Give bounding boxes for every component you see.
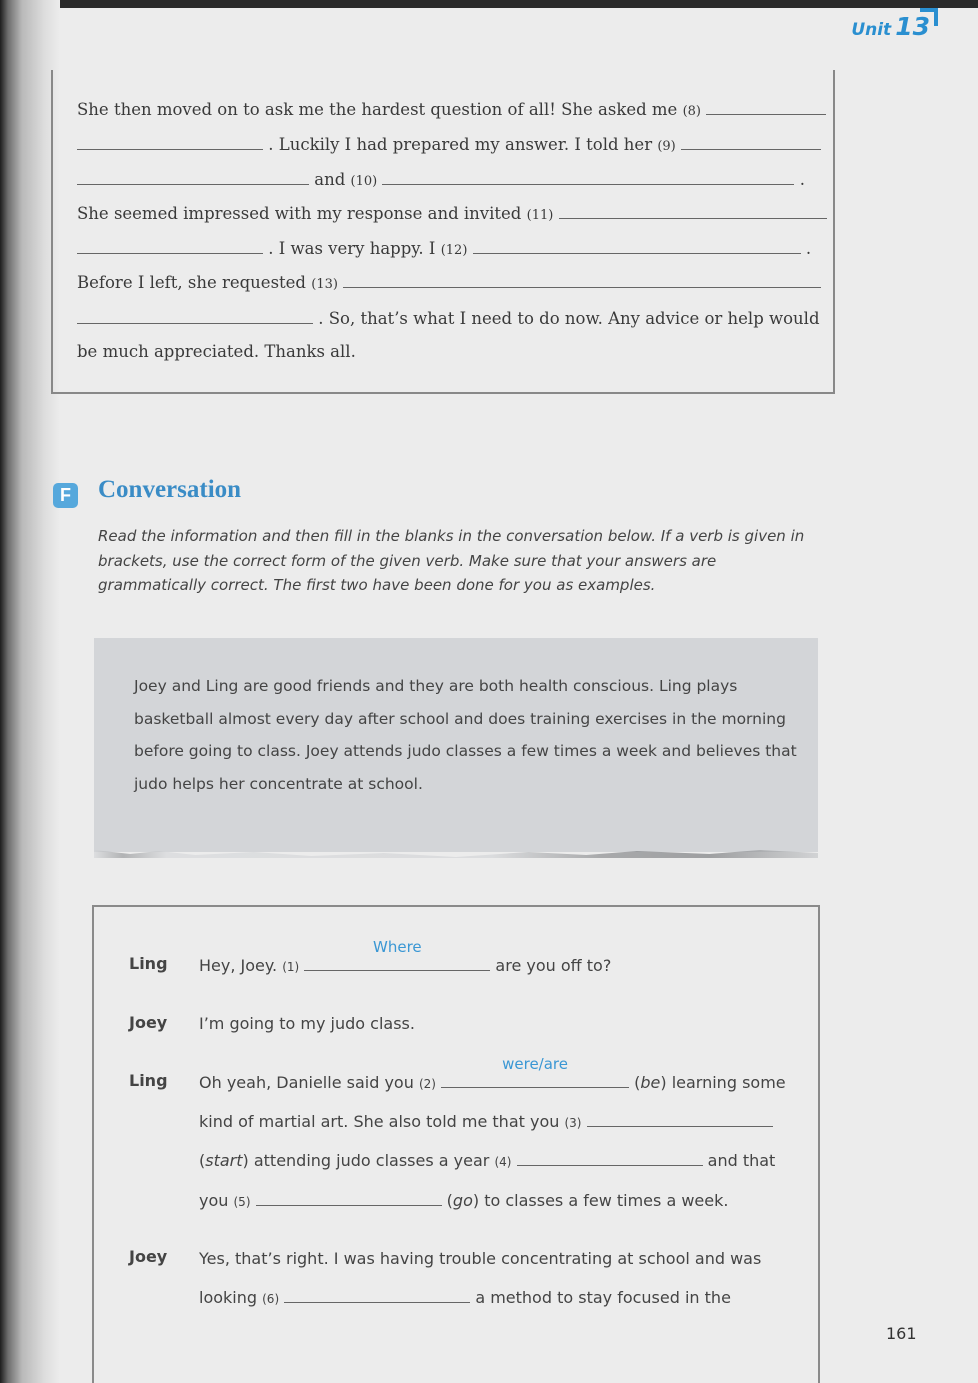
blank-number-6: (6) xyxy=(262,1292,280,1306)
dialogue-text: kind of martial art. She also told me that you xyxy=(199,1112,560,1131)
blank-1[interactable] xyxy=(304,938,490,975)
dialogue-text: to classes a few times a week. xyxy=(484,1191,729,1210)
story-text: . So, that’s what I need to do now. Any advice or help would xyxy=(318,309,820,328)
story-text: . Luckily I had prepared my answer. I told her xyxy=(268,135,653,154)
verb-hint: be xyxy=(640,1073,661,1092)
unit-word: Unit xyxy=(851,20,892,40)
blank-11-start[interactable] xyxy=(559,217,827,219)
info-box-text: Joey and Ling are good friends and they are both health conscious. Ling plays basketball almost every day after school and does training exercises in the morning before going to class. Joey attends judo classes a few times a week and believes that judo helps her concentrate at school. xyxy=(134,677,797,793)
blank-8-end[interactable] xyxy=(77,148,263,150)
story-text: be much appreciated. Thanks all. xyxy=(77,342,356,361)
story-line-3 xyxy=(77,170,812,189)
story-line-6 xyxy=(77,273,812,292)
answer-text: were/are xyxy=(502,1055,568,1073)
dialogue-text: are you off to? xyxy=(495,956,612,975)
story-line-8 xyxy=(77,342,812,361)
blank-9-end[interactable] xyxy=(77,183,309,185)
story-text: Before I left, she requested xyxy=(77,273,306,292)
dialogue-text: I’m going to my judo class. xyxy=(199,1014,415,1033)
conversation-line: you (5) (go) to classes a few times a week. xyxy=(199,1191,729,1210)
unit-label xyxy=(851,12,930,41)
story-text: and xyxy=(314,170,346,189)
unit-number: 13 xyxy=(895,12,930,41)
conversation-box xyxy=(92,905,820,1383)
scan-top-edge xyxy=(0,0,978,8)
conversation-line xyxy=(199,1014,415,1033)
story-line-5 xyxy=(77,239,812,258)
section-badge: F xyxy=(53,483,78,508)
blank-number-13: (13) xyxy=(311,277,338,292)
blank-line xyxy=(441,1086,629,1088)
blank-number-10: (10) xyxy=(350,174,378,189)
blank-3[interactable] xyxy=(587,1125,773,1127)
dialogue-text: Oh yeah, Danielle said you xyxy=(199,1073,414,1092)
blank-number-12: (12) xyxy=(440,243,468,258)
dialogue-text: you xyxy=(199,1191,229,1210)
conversation-line xyxy=(199,1249,761,1268)
story-text: . I was very happy. I xyxy=(268,239,436,258)
blank-number-8: (8) xyxy=(682,104,701,119)
dialogue-text: Hey, Joey. xyxy=(199,956,278,975)
section-instructions: Read the information and then fill in the blanks in the conversation below. If a verb is given in brackets, use the correct form of the given verb. Make sure that your answers are grammatically correct. The first two have been done for you as examples. xyxy=(98,527,805,594)
speaker-label: Joey xyxy=(129,1013,168,1032)
blank-number-5: (5) xyxy=(233,1195,251,1209)
story-text: She then moved on to ask me the hardest question of all! She asked me xyxy=(77,100,678,119)
dialogue-text: learning some xyxy=(671,1073,786,1092)
story-text: . xyxy=(805,239,812,258)
blank-11-end[interactable] xyxy=(77,252,263,254)
blank-13-start[interactable] xyxy=(343,286,821,288)
blank-number-9: (9) xyxy=(657,139,676,154)
blank-8-start[interactable] xyxy=(706,113,826,115)
unit-corner-mark xyxy=(920,8,938,26)
speaker-label: Ling xyxy=(129,954,168,973)
story-line-1 xyxy=(77,100,812,119)
dialogue-text: and that xyxy=(707,1151,776,1170)
blank-9-start[interactable] xyxy=(681,148,821,150)
conversation-line xyxy=(199,1288,731,1307)
blank-number-11: (11) xyxy=(526,208,554,223)
dialogue-text: Yes, that’s right. I was having trouble concentrating at school and was xyxy=(199,1249,762,1268)
conversation-line: (start) attending judo classes a year (4) and that xyxy=(199,1151,776,1170)
blank-2[interactable] xyxy=(441,1055,629,1092)
conversation-line xyxy=(199,1112,773,1131)
blank-6[interactable] xyxy=(284,1301,470,1303)
conversation-line: Oh yeah, Danielle said you (2) were/are (be) learning some xyxy=(199,1055,786,1092)
blank-number-3: (3) xyxy=(564,1116,582,1130)
blank-number-1: (1) xyxy=(282,960,300,974)
dialogue-text: looking xyxy=(199,1288,258,1307)
blank-12[interactable] xyxy=(473,252,801,254)
dialogue-text: attending judo classes a year xyxy=(253,1151,490,1170)
story-text: . xyxy=(799,170,805,189)
blank-5[interactable] xyxy=(256,1204,442,1206)
story-line-2 xyxy=(77,135,812,154)
blank-number-4: (4) xyxy=(494,1155,512,1169)
blank-4[interactable] xyxy=(517,1164,703,1166)
dialogue-text: a method to stay focused in the xyxy=(475,1288,731,1307)
blank-number-2: (2) xyxy=(418,1077,436,1091)
section-title: Conversation xyxy=(98,476,242,503)
story-text: She seemed impressed with my response and invited xyxy=(77,204,522,223)
verb-hint: go xyxy=(452,1191,473,1210)
conversation-line xyxy=(199,938,612,975)
story-line-7 xyxy=(77,309,820,328)
speaker-label: Joey xyxy=(129,1247,168,1266)
verb-hint: start xyxy=(205,1151,243,1170)
page-number: 161 xyxy=(886,1324,917,1343)
blank-13-end[interactable] xyxy=(77,322,313,324)
blank-10[interactable] xyxy=(382,183,794,185)
story-line-4 xyxy=(77,204,812,223)
blank-line xyxy=(304,969,490,971)
answer-text: Where xyxy=(373,938,422,956)
speaker-label: Ling xyxy=(129,1071,168,1090)
